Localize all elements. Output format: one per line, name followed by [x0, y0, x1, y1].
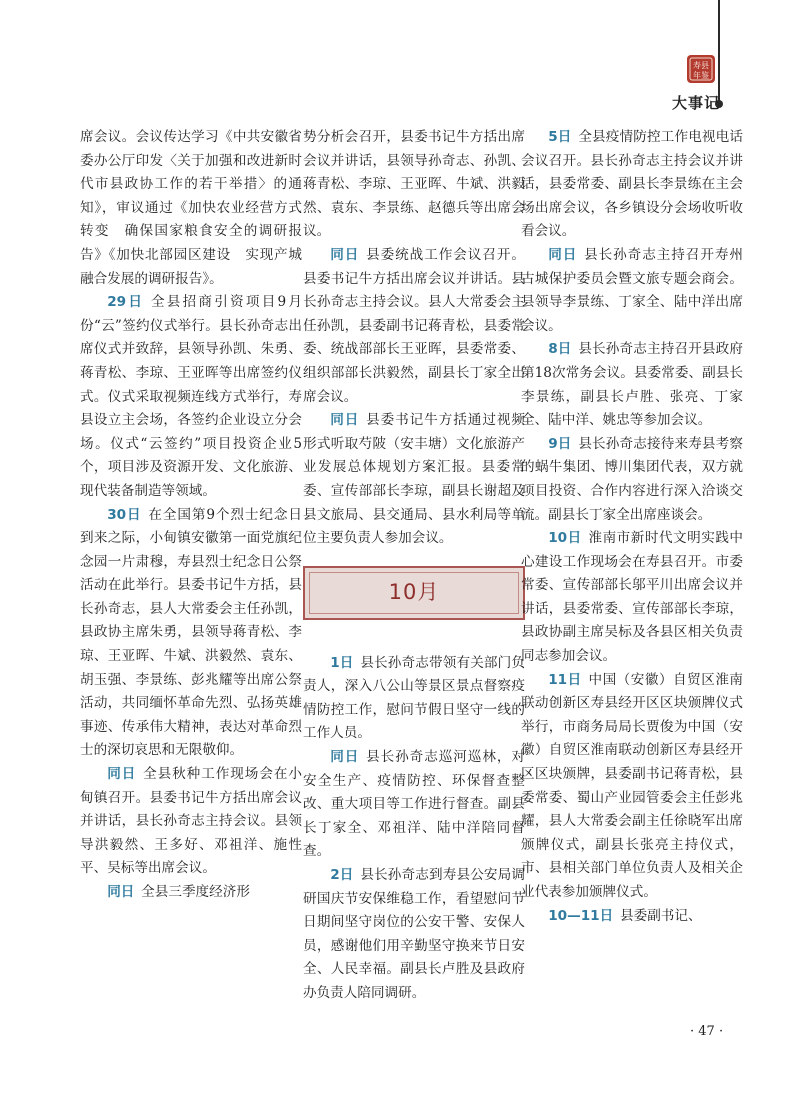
entry-text: 全县秋种工作现场会在小甸镇召开。县委书记牛方括出席会议并讲话，县长孙奇志主持会议。县领导洪毅然、王多好、邓祖洋、施性平、吴标等出席会议。: [80, 766, 303, 877]
entry-date: 同日: [330, 246, 360, 263]
entry-text: 县长孙奇志接待来寿县考察的蜗牛集团、博川集团代表，双方就项目投资、合作内容进行深入洽谈交流。副县长丁家全出席座谈会。: [521, 435, 743, 523]
entry-date: 2日: [330, 867, 354, 884]
entry-date: 8日: [548, 341, 572, 358]
chronicle-entry: [521, 433, 743, 527]
chronicle-entry: [521, 669, 743, 905]
entry-date: 同日: [330, 749, 360, 766]
entry-date: 5日: [548, 129, 572, 145]
month-heading: 10月: [388, 579, 440, 604]
entry-text: 县委统战工作会议召开。县委书记牛方括出席会议并讲话。县长孙奇志主持会议。县人大常委会主任孙凯，县委副书记蒋青松，县委常委、统战部部长王亚晖，县委常委、组织部部长洪毅然，副县长丁家全出席会议。: [303, 246, 526, 405]
entry-text: 淮南市新时代文明实践中心建设工作现场会在寿县召开。市委常委、宣传部部长邬平川出席会议并讲话，县委常委、宣传部部长李琼，县政协副主席吴标及各县区相关负责同志参加会议。: [521, 530, 744, 665]
chronicle-entry: [80, 763, 302, 881]
entry-text: 全县疫情防控工作电视电话会议召开。县长孙奇志主持会议并讲话，县委常委、副县长李景练在主会场出席会议，各乡镇设分会场收听收看会议。: [521, 129, 743, 240]
svg-text:寿县: 寿县: [693, 61, 709, 70]
entry-text: 县长孙奇志到寿县公安局调研国庆节安保维稳工作，看望慰问节日期间坚守岗位的公安干警、安保人员，感谢他们用辛勤坚守换来节日安全、人民幸福。副县长卢胜及县政府办负责人陪同调研。: [303, 867, 525, 1001]
entry-date: 9日: [548, 435, 572, 452]
text-column-right: [521, 126, 743, 928]
entry-text: 在全国第9个烈士纪念日到来之际，小甸镇安徽第一面党旗纪念园一片肃穆，寿县烈士纪念日公祭活动在此举行。县委书记牛方括，县长孙奇志，县人大常委会主任孙凯，县政协主席朱勇，县领导蒋青松、李琼、王亚晖、牛斌、洪毅然、袁东、胡玉强、李景练、彭兆耀等出席公祭活动，共同缅怀革命先烈、弘扬英雄事迹、传承伟大精神，表达对革命烈士的深切哀思和无限敬仰。: [80, 506, 303, 759]
yearbook-seal-icon: [686, 54, 716, 84]
entry-text: 县长孙奇志主持召开寿州古城保护委员会暨文旅专题会商会。县领导李景练、丁家全、陆中洋出席会议。: [521, 246, 744, 334]
chronicle-entry: [80, 504, 302, 764]
entry-text: 席会议。会议传达学习《中共安徽省委办公厅印发〈关于加强和改进新时代市县政协工作的若干举措〉的通知》，审议通过《加快农业经营方式转变 确保国家粮食安全的调研报告》《加快北部园区建设 实现产城融合发展的调研报告》。: [80, 129, 302, 287]
chronicle-entry: [521, 244, 743, 338]
entry-text: 全县三季度经济形: [141, 884, 250, 900]
month-heading-box: [303, 566, 525, 620]
chronicle-entry: [521, 338, 743, 432]
section-title: 大事记: [672, 94, 721, 112]
entry-text: 县长孙奇志巡河巡林，对安全生产、疫情防控、环保督查整改、重大项目等工作进行督查。副县长丁家全、邓祖洋、陆中洋陪同督查。: [303, 749, 526, 860]
entry-date: 同日: [107, 766, 137, 783]
entry-date: 11日: [548, 671, 582, 688]
entry-date: 同日: [107, 884, 135, 900]
entry-text: 县长孙奇志带领有关部门负责人，深入八公山等景区景点督察疫情防控工作，慰问节假日坚守一线的工作人员。: [303, 654, 525, 742]
entry-date: 10日: [548, 530, 582, 547]
entry-date: 同日: [330, 412, 360, 429]
chronicle-entry: [303, 652, 525, 746]
entry-date: 1日: [330, 654, 354, 671]
header-vertical-rule: [718, 0, 720, 102]
entry-date: 29日: [107, 294, 145, 311]
chronicle-entry: [303, 244, 525, 409]
entry-text: 县委书记牛方括通过视频形式听取芍陂（安丰塘）文化旅游产业发展总体规划方案汇报。县委常委、宣传部部长李琼，副县长谢超及县文旅局、县交通局、县水利局等单位主要负责人参加会议。: [303, 412, 526, 547]
entry-text: 县委副书记、: [620, 907, 702, 924]
entry-text: 县长孙奇志主持召开县政府第18次常务会议。县委常委、副县长李景练，副县长卢胜、张亮、丁家全、陆中洋、姚忠等参加会议。: [521, 341, 743, 429]
entry-text: 势分析会召开，县委书记牛方括出席会议并讲话，县领导孙奇志、孙凯、蒋青松、李琼、王亚晖、牛斌、洪毅然、袁东、李景练、赵德兵等出席会议。: [303, 129, 525, 240]
entry-date: 同日: [548, 246, 578, 263]
entry-date: 30日: [107, 506, 142, 523]
chronicle-entry: [521, 126, 743, 244]
entry-text: 中国（安徽）自贸区淮南联动创新区寿县经开区区块颁牌仪式举行，市商务局局长贾俊为中国（安徽）自贸区淮南联动创新区寿县经开区区块颁牌，县委副书记蒋青松，县委常委、蜀山产业园管委会主任彭兆耀，县人大常委会副主任徐晓军出席颁牌仪式，副县长张亮主持仪式，市、县相关部门单位负责人及相关企业代表参加颁牌仪式。: [521, 671, 744, 900]
text-column-middle: [303, 126, 525, 1006]
chronicle-entry: [303, 126, 525, 244]
chronicle-entry: [521, 905, 743, 929]
svg-text:年鉴: 年鉴: [693, 71, 709, 80]
text-column-left: [80, 126, 302, 905]
chronicle-entry: [80, 291, 302, 503]
chronicle-entry: [80, 881, 302, 905]
chronicle-entry: [521, 527, 743, 669]
chronicle-entry: [303, 864, 525, 1006]
page-number: · 47 ·: [690, 1024, 724, 1039]
chronicle-entry: [80, 126, 302, 291]
chronicle-entry: [303, 409, 525, 551]
chronicle-entry: [303, 746, 525, 864]
entry-text: 全县招商引资项目9月份“云”签约仪式举行。县长孙奇志出席仪式并致辞，县领导孙凯、朱勇、蒋青松、李琼、王亚晖等出席签约仪式。仪式采取视频连线方式举行，寿县设立主会场，各签约企业设立分会场。仪式“云签约”项目投资企业5个，项目涉及资源开发、文化旅游、现代装备制造等领域。: [80, 294, 302, 499]
entry-date: 10—11日: [548, 907, 614, 924]
